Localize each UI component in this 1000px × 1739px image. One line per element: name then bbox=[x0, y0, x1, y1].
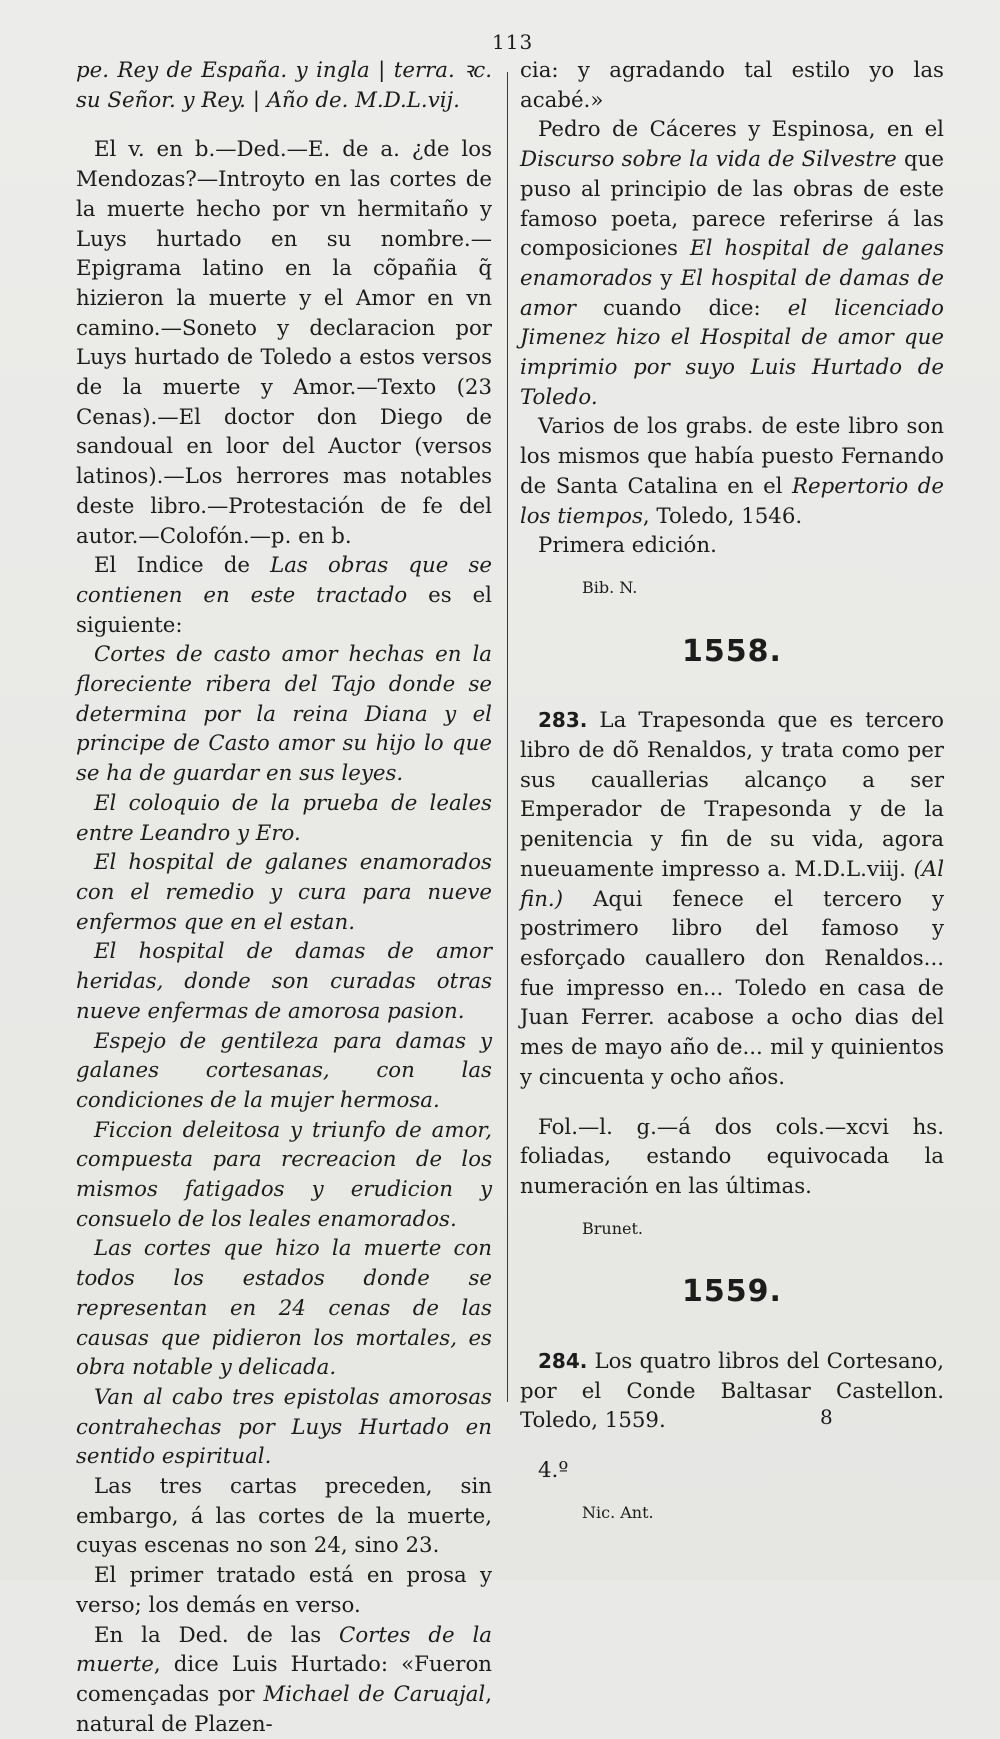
text-run: , dice Luis Hurtado: «Fueron començadas por bbox=[76, 1652, 492, 1707]
dedication-quote bbox=[76, 1621, 492, 1739]
text-run: En la Ded. de las bbox=[94, 1622, 340, 1648]
index-title: Las obras que se contienen en este tractado bbox=[76, 553, 492, 608]
quotation: el licenciado Jimenez hizo el Hospital de amor que imprimio por suyo Luis Hurtado de Toledo. bbox=[520, 295, 944, 410]
year-heading: 1559. bbox=[682, 1274, 782, 1310]
index-item: El hospital de galanes enamorados con el remedio y cura para nueve enfermos que en el estan. bbox=[76, 850, 492, 935]
format-note: 4.º bbox=[538, 1458, 569, 1484]
right-column bbox=[520, 56, 944, 1528]
text-run: cuando dice: bbox=[575, 295, 788, 321]
entry-number: 283. bbox=[538, 708, 588, 733]
text-run: Varios de los grabs. de este libro son los mismos que había puesto Fernando de Santa Catalina en el bbox=[520, 414, 944, 499]
work-title: El hospital de damas de amor bbox=[520, 265, 944, 321]
note-paragraph: Las tres cartas preceden, sin embargo, á las cortes de la muerte, cuyas escenas no son 24, sino 23. bbox=[76, 1474, 492, 1559]
text-run: Los quatro libros del Cortesano, por el Conde Baltasar Castellon. Toledo, 1559. bbox=[520, 1349, 944, 1434]
engravings-paragraph bbox=[520, 412, 944, 531]
spacer bbox=[76, 115, 492, 135]
text-run: , Toledo, 1546. bbox=[642, 503, 803, 529]
signature-mark: 8 bbox=[820, 1405, 833, 1429]
text-run: Aqui fenece el tercero y postrimero libro del famoso y esforçado cauallero don Renaldos... fue impresso en... Toledo en casa de Juan Ferrer. acabose a ocho dias del mes de mayo año de... mil y quinientos y cincuenta y ocho años. bbox=[520, 886, 944, 1090]
spacer bbox=[520, 1436, 944, 1456]
index-item: Van al cabo tres epistolas amorosas contrahechas por Luys Hurtado en sentido espiritual. bbox=[76, 1384, 492, 1470]
text-run: que puso al principio de las obras de este famoso poeta, parece referirse á las composiciones bbox=[520, 147, 944, 262]
quote-continuation: cia: y agradando tal estilo yo las acabé.» bbox=[520, 58, 944, 113]
caceres-paragraph bbox=[520, 115, 944, 412]
colophon-continuation: pe. Rey de España. y ingla | terra. ꝛc. su Señor. y Rey. | Año de. M.D.L.vij. bbox=[76, 58, 492, 113]
index-intro bbox=[76, 551, 492, 640]
source-citation: Brunet. bbox=[582, 1218, 643, 1238]
author-name: Michael de Caruajal bbox=[263, 1681, 486, 1707]
index-item: El hospital de damas de amor heridas, donde son curadas otras nueve enfermas de amorosa pasion. bbox=[76, 939, 492, 1024]
work-title: Cortes de la muerte bbox=[76, 1622, 492, 1678]
year-heading: 1558. bbox=[682, 633, 782, 669]
left-column bbox=[76, 56, 492, 1739]
spacer bbox=[520, 1093, 944, 1113]
text-run: y bbox=[652, 265, 681, 291]
index-item: Ficcion deleitosa y triunfo de amor, compuesta para recreacion de los mismos fatigados y erudicion y consuelo de los leales enamorados. bbox=[76, 1117, 492, 1232]
source-citation: Nic. Ant. bbox=[582, 1502, 654, 1522]
entry-283 bbox=[520, 706, 944, 1092]
entry-284 bbox=[520, 1347, 944, 1436]
text-run: es el siguiente: bbox=[76, 582, 492, 638]
entry-description: Fol.—l. g.—á dos cols.—xcvi hs. foliadas, estando equivocada la numeración en las últimas. bbox=[520, 1114, 944, 1199]
source-citation: Bib. N. bbox=[582, 577, 638, 597]
index-item: Cortes de casto amor hechas en la floreciente ribera del Tajo donde se determina por la reina Diana y el principe de Casto amor su hijo lo que se ha de guardar en sus leyes. bbox=[76, 642, 492, 787]
text-run: (Al fin.) bbox=[520, 856, 944, 912]
entry-number: 284. bbox=[538, 1349, 588, 1374]
index-item: Las cortes que hizo la muerte con todos los estados donde se representan en 24 cenas de las causas que pidieron los mortales, es obra notable y delicada. bbox=[76, 1236, 492, 1381]
work-title: Repertorio de los tiempos bbox=[520, 473, 944, 529]
index-item: Espejo de gentileza para damas y galanes cortesanas, con las condiciones de la mujer hermosa. bbox=[76, 1028, 492, 1113]
page-number: 113 bbox=[492, 30, 534, 54]
work-title: Discurso sobre la vida de Silvestre bbox=[520, 147, 897, 173]
edition-note: Primera edición. bbox=[538, 533, 717, 559]
index-item: El coloquio de la prueba de leales entre Leandro y Ero. bbox=[76, 790, 492, 846]
work-title: El hospital de galanes enamorados bbox=[520, 236, 944, 291]
collation-paragraph: El v. en b.—Ded.—E. de a. ¿de los Mendozas?—Introyto en las cortes de la muerte hecho por vn hermitaño y Luys hurtado en su nombre.—Epigrama latino en la cõpañia q̃ hizieron la muerte y el Amor en vn camino.—Soneto y declaracion por Luys hurtado de Toledo a estos versos de la muerte y Amor.—Texto (23 Cenas).—El doctor don Diego de sandoual en loor del Auctor (versos latinos).—Los herrores mas notables deste libro.—Protestación de fe del autor.—Colofón.—p. en b. bbox=[76, 137, 492, 549]
text-run: , natural de Plazen- bbox=[76, 1681, 492, 1737]
column-divider bbox=[507, 72, 508, 1402]
text-run: La Trapesonda que es tercero libro de dõ Renaldos, y trata como per sus cauallerias alcanço a ser Emperador de Trapesonda y de la penitencia y fin de su vida, agora nueuamente impresso a. M.D.L.viij. bbox=[520, 708, 944, 882]
text-run: Pedro de Cáceres y Espinosa, en el bbox=[538, 117, 944, 143]
text-run: El Indice de bbox=[94, 553, 271, 579]
note-paragraph: El primer tratado está en prosa y verso; los demás en verso. bbox=[76, 1563, 492, 1618]
